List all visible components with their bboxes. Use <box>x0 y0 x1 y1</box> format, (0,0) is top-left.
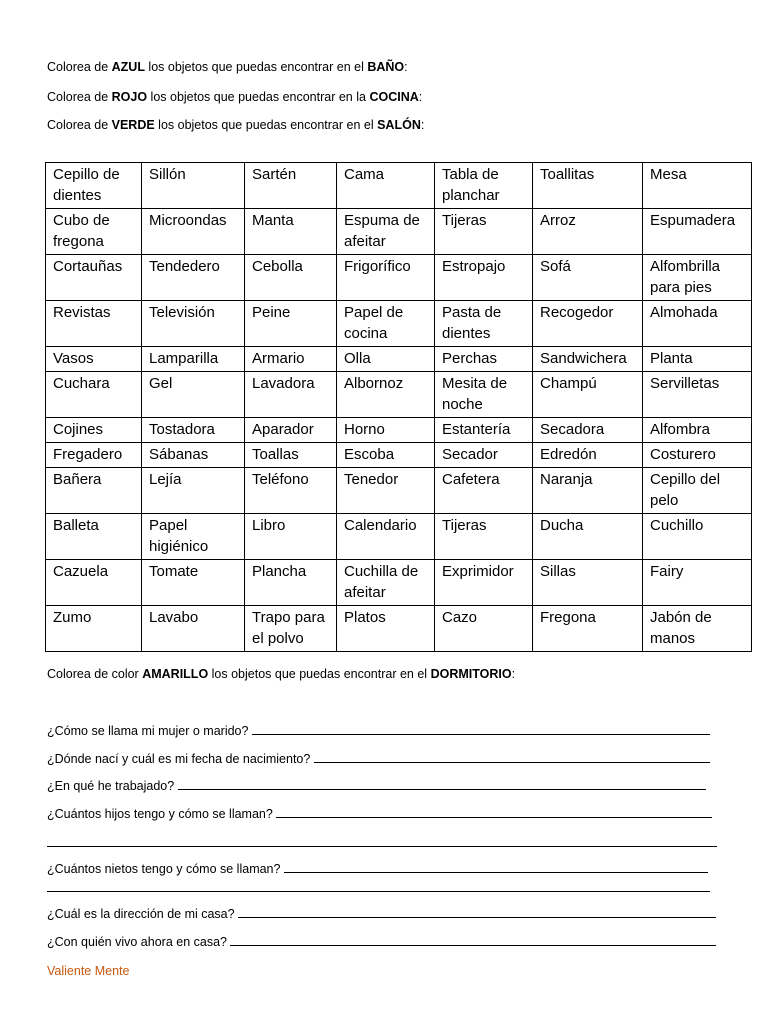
table-cell[interactable]: Toallitas <box>533 163 643 209</box>
table-cell[interactable]: Tijeras <box>435 209 533 255</box>
table-cell[interactable]: Estantería <box>435 418 533 443</box>
table-cell[interactable]: Cubo de fregona <box>46 209 142 255</box>
table-cell[interactable]: Secadora <box>533 418 643 443</box>
table-row <box>46 468 752 514</box>
table-cell[interactable]: Ducha <box>533 514 643 560</box>
table-cell[interactable]: Recogedor <box>533 301 643 347</box>
table-cell[interactable]: Jabón de manos <box>643 606 752 652</box>
answer-line[interactable] <box>284 860 708 873</box>
table-cell[interactable]: Lavadora <box>245 372 337 418</box>
question-work: ¿En qué he trabajado? <box>47 777 706 793</box>
answer-line[interactable] <box>230 933 716 946</box>
table-row <box>46 418 752 443</box>
table-cell[interactable]: Cebolla <box>245 255 337 301</box>
table-cell[interactable]: Cuchilla de afeitar <box>337 560 435 606</box>
table-cell[interactable]: Tendedero <box>142 255 245 301</box>
table-cell[interactable]: Champú <box>533 372 643 418</box>
table-cell[interactable]: Zumo <box>46 606 142 652</box>
table-cell[interactable]: Armario <box>245 347 337 372</box>
table-cell[interactable]: Aparador <box>245 418 337 443</box>
table-cell[interactable]: Fregona <box>533 606 643 652</box>
table-cell[interactable]: Tabla de planchar <box>435 163 533 209</box>
answer-line-extra[interactable] <box>47 891 710 892</box>
table-cell[interactable]: Revistas <box>46 301 142 347</box>
table-cell[interactable]: Olla <box>337 347 435 372</box>
question-birth: ¿Dónde nací y cuál es mi fecha de nacimiento? <box>47 750 710 766</box>
table-cell[interactable]: Plancha <box>245 560 337 606</box>
question-grandchildren: ¿Cuántos nietos tengo y cómo se llaman? <box>47 860 708 876</box>
table-cell[interactable]: Tenedor <box>337 468 435 514</box>
instruction-blue: Colorea de AZUL los objetos que puedas encontrar en el BAÑO: <box>47 60 408 74</box>
table-cell[interactable]: Cepillo de dientes <box>46 163 142 209</box>
table-cell[interactable]: Frigorífico <box>337 255 435 301</box>
answer-line[interactable] <box>238 905 716 918</box>
question-children: ¿Cuántos hijos tengo y cómo se llaman? <box>47 805 712 821</box>
table-cell[interactable]: Estropajo <box>435 255 533 301</box>
table-cell[interactable]: Microondas <box>142 209 245 255</box>
table-cell[interactable]: Cazo <box>435 606 533 652</box>
table-row <box>46 255 752 301</box>
table-cell[interactable]: Pasta de dientes <box>435 301 533 347</box>
instruction-yellow: Colorea de color AMARILLO los objetos que puedas encontrar en el DORMITORIO: <box>47 667 516 681</box>
table-cell[interactable]: Naranja <box>533 468 643 514</box>
instruction-green: Colorea de VERDE los objetos que puedas encontrar en el SALÓN: <box>47 118 425 132</box>
table-cell[interactable]: Fregadero <box>46 443 142 468</box>
table-cell[interactable]: Gel <box>142 372 245 418</box>
table-cell[interactable]: Cuchillo <box>643 514 752 560</box>
table-cell[interactable]: Secador <box>435 443 533 468</box>
table-cell[interactable]: Edredón <box>533 443 643 468</box>
table-cell[interactable]: Sandwichera <box>533 347 643 372</box>
table-row <box>46 209 752 255</box>
table-cell[interactable]: Sillas <box>533 560 643 606</box>
table-cell[interactable]: Horno <box>337 418 435 443</box>
table-cell[interactable]: Teléfono <box>245 468 337 514</box>
table-cell[interactable]: Tomate <box>142 560 245 606</box>
table-cell[interactable]: Perchas <box>435 347 533 372</box>
answer-line[interactable] <box>178 777 706 790</box>
table-row <box>46 443 752 468</box>
objects-table <box>45 162 752 652</box>
table-cell[interactable]: Espuma de afeitar <box>337 209 435 255</box>
table-row <box>46 560 752 606</box>
table-cell[interactable]: Cafetera <box>435 468 533 514</box>
table-cell[interactable]: Sillón <box>142 163 245 209</box>
table-cell[interactable]: Tijeras <box>435 514 533 560</box>
table-cell[interactable]: Mesita de noche <box>435 372 533 418</box>
table-cell[interactable]: Cuchara <box>46 372 142 418</box>
table-row <box>46 347 752 372</box>
table-cell[interactable]: Bañera <box>46 468 142 514</box>
table-cell[interactable]: Peine <box>245 301 337 347</box>
table-cell[interactable]: Lejía <box>142 468 245 514</box>
table-row <box>46 514 752 560</box>
table-cell[interactable]: Vasos <box>46 347 142 372</box>
table-cell[interactable]: Cortauñas <box>46 255 142 301</box>
answer-line[interactable] <box>314 750 710 763</box>
table-cell[interactable]: Libro <box>245 514 337 560</box>
table-cell[interactable]: Exprimidor <box>435 560 533 606</box>
table-cell[interactable]: Televisión <box>142 301 245 347</box>
table-row <box>46 301 752 347</box>
instruction-red: Colorea de ROJO los objetos que puedas encontrar en la COCINA: <box>47 90 423 104</box>
table-cell[interactable]: Trapo para el polvo <box>245 606 337 652</box>
table-cell[interactable]: Papel higiénico <box>142 514 245 560</box>
table-cell[interactable]: Tostadora <box>142 418 245 443</box>
answer-line-extra[interactable] <box>47 846 717 847</box>
table-cell[interactable]: Cojines <box>46 418 142 443</box>
table-cell[interactable]: Lavabo <box>142 606 245 652</box>
table-cell[interactable]: Cazuela <box>46 560 142 606</box>
table-cell[interactable]: Servilletas <box>643 372 752 418</box>
table-cell[interactable]: Platos <box>337 606 435 652</box>
table-row <box>46 606 752 652</box>
table-cell[interactable]: Sofá <box>533 255 643 301</box>
table-cell[interactable]: Balleta <box>46 514 142 560</box>
table-cell[interactable]: Fairy <box>643 560 752 606</box>
table-cell[interactable]: Costurero <box>643 443 752 468</box>
question-living-with: ¿Con quién vivo ahora en casa? <box>47 933 716 949</box>
table-cell[interactable]: Cepillo del pelo <box>643 468 752 514</box>
answer-line[interactable] <box>252 722 710 735</box>
answer-line[interactable] <box>276 805 712 818</box>
table-cell[interactable]: Espumadera <box>643 209 752 255</box>
table-cell[interactable]: Albornoz <box>337 372 435 418</box>
table-row <box>46 372 752 418</box>
table-row <box>46 163 752 209</box>
table-cell[interactable]: Toallas <box>245 443 337 468</box>
table-cell[interactable]: Escoba <box>337 443 435 468</box>
table-cell[interactable]: Alfombra <box>643 418 752 443</box>
table-cell[interactable]: Alfombrilla para pies <box>643 255 752 301</box>
table-cell[interactable]: Cama <box>337 163 435 209</box>
table-cell[interactable]: Calendario <box>337 514 435 560</box>
table-cell[interactable]: Almohada <box>643 301 752 347</box>
footer-brand: Valiente Mente <box>47 964 130 978</box>
table-cell[interactable]: Sartén <box>245 163 337 209</box>
table-cell[interactable]: Manta <box>245 209 337 255</box>
question-spouse: ¿Cómo se llama mi mujer o marido? <box>47 722 710 738</box>
table-cell[interactable]: Papel de cocina <box>337 301 435 347</box>
table-cell[interactable]: Sábanas <box>142 443 245 468</box>
table-cell[interactable]: Arroz <box>533 209 643 255</box>
question-address: ¿Cuál es la dirección de mi casa? <box>47 905 716 921</box>
table-cell[interactable]: Mesa <box>643 163 752 209</box>
table-cell[interactable]: Planta <box>643 347 752 372</box>
table-cell[interactable]: Lamparilla <box>142 347 245 372</box>
